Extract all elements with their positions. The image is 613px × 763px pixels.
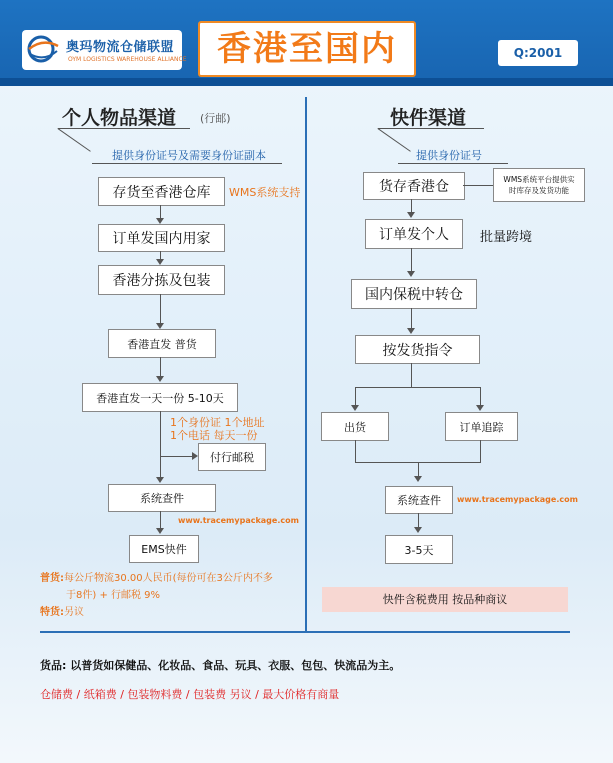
connector [480, 387, 481, 407]
logo-name: 奥玛物流仓储联盟 [66, 40, 175, 55]
header-banner [0, 0, 613, 86]
globe-logo-icon [26, 34, 60, 64]
fees-description: 仓储费 / 纸箱费 / 包装物料费 / 包装费 另议 / 最大价格有商量 [40, 688, 340, 701]
bulk-crossborder-note: 批量跨境 [480, 230, 533, 245]
right-requirement-underline [398, 163, 508, 164]
arrow-down-icon [414, 476, 422, 482]
left-section-title-note: (行邮) [200, 112, 231, 125]
column-divider [305, 97, 307, 633]
connector [463, 185, 493, 186]
wms-platform-note [493, 168, 585, 202]
limit-note-line1: 1个身份证 1个地址 [170, 416, 265, 429]
step-right-system-tracking: 系统查件 [385, 486, 453, 514]
step-order-tracking: 订单追踪 [445, 412, 518, 441]
arrow-down-icon [407, 271, 415, 277]
connector [160, 456, 196, 457]
step-hk-daily-parcel: 香港直发一天一份 5-10天 [82, 383, 238, 412]
step-delivery-time: 3-5天 [385, 535, 453, 564]
left-requirement: 提供身份证号及需要身份证副本 [112, 149, 266, 162]
step-ems-express: EMS快件 [129, 535, 199, 563]
connector [160, 294, 161, 326]
step-pay-postal-tax: 付行邮税 [198, 443, 266, 471]
arrow-down-icon [414, 527, 422, 533]
step-store-hk-warehouse: 存货至香港仓库 [98, 177, 225, 206]
goods-description: 货品: 以普货如保健品、化妆品、食品、玩具、衣服、包包、快流品为主。 [40, 659, 401, 672]
general-goods-text: 每公斤物流30.00人民币(每份可在3公斤内不多 [64, 573, 273, 584]
wms-platform-note-line2: 时库存及发货功能 [509, 186, 569, 195]
step-hk-direct-general: 香港直发 普货 [108, 329, 216, 358]
limit-note-line2: 1个电话 每天一份 [170, 429, 258, 442]
page-title: 香港至国内 [198, 21, 416, 77]
special-goods-label: 特货: [40, 607, 64, 618]
connector [411, 363, 412, 387]
left-section-title: 个人物品渠道 [62, 107, 177, 129]
right-title-underline [378, 101, 484, 129]
route-code: Q:2001 [498, 40, 578, 66]
connector [160, 411, 161, 477]
left-title-slant [57, 128, 90, 152]
connector [355, 387, 481, 388]
wms-platform-note-line1: WMS系统平台提供实 [503, 175, 575, 184]
connector [355, 387, 356, 407]
step-hk-sorting-packing: 香港分拣及包装 [98, 265, 225, 295]
step-stock-hk-warehouse: 货存香港仓 [363, 172, 465, 200]
right-requirement: 提供身份证号 [416, 149, 482, 162]
arrow-down-icon [156, 528, 164, 534]
connector [355, 440, 356, 462]
express-fee-note: 快件含税费用 按品种商议 [322, 587, 568, 612]
footer-divider [40, 631, 570, 633]
step-order-individual: 订单发个人 [365, 219, 463, 249]
right-section-title: 快件渠道 [390, 107, 467, 129]
header-stripe [0, 78, 613, 86]
special-goods-text: 另议 [64, 607, 84, 618]
arrow-down-icon [476, 405, 484, 411]
logo [22, 30, 187, 70]
tracking-url: www.tracemypackage.com [178, 516, 299, 525]
right-title-slant [377, 128, 410, 152]
arrow-down-icon [407, 328, 415, 334]
wms-support-note: WMS系统支持 [229, 186, 301, 199]
arrow-down-icon [407, 212, 415, 218]
step-order-domestic: 订单发国内用家 [98, 224, 225, 252]
connector [480, 440, 481, 462]
step-bonded-transit-warehouse: 国内保税中转仓 [351, 279, 477, 309]
left-title-underline [58, 101, 190, 129]
general-goods-label: 普货: [40, 573, 64, 584]
step-system-tracking: 系统查件 [108, 484, 216, 512]
arrow-down-icon [156, 477, 164, 483]
left-pricing-notes [40, 570, 300, 621]
arrow-down-icon [351, 405, 359, 411]
step-ship-by-instruction: 按发货指令 [355, 335, 480, 364]
step-ship-out: 出货 [321, 412, 389, 441]
arrow-down-icon [156, 376, 164, 382]
right-tracking-url: www.tracemypackage.com [457, 495, 578, 504]
logo-tagline: OYM LOGISTICS WAREHOUSE ALLIANCE [68, 56, 187, 63]
general-goods-text-2: 于8件) + 行邮税 9% [66, 590, 161, 601]
left-requirement-underline [92, 163, 282, 164]
